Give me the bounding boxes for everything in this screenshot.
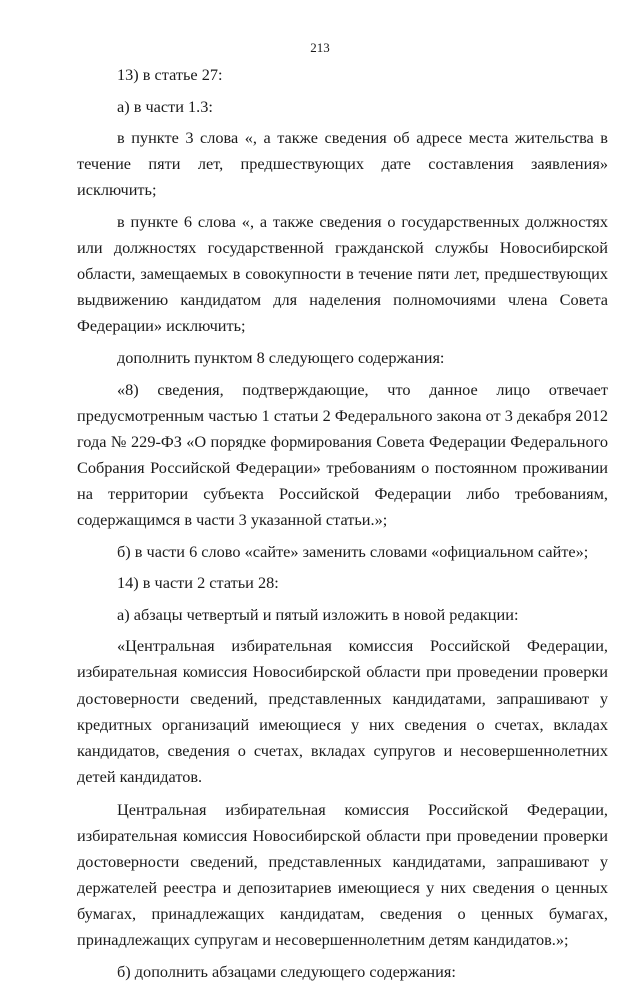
paragraph-point-3: в пункте 3 слова «, а также сведения об адресе места жительства в течение пяти лет, предшествующих дате составления заявления» исключить; [77, 128, 608, 200]
document-body [77, 62, 608, 985]
paragraph-item-14: 14) в части 2 статьи 28: [117, 573, 279, 593]
paragraph-item-13: 13) в статье 27: [117, 65, 223, 84]
paragraph-item-14-b: б) дополнить абзацами следующего содержания: [117, 962, 456, 981]
paragraph-part-b: б) в части 6 слово «сайте» заменить словами «официальном сайте»; [117, 541, 589, 561]
paragraph-item-14-a: а) абзацы четвертый и пятый изложить в новой редакции: [117, 604, 519, 624]
paragraph-add-point-8: дополнить пунктом 8 следующего содержания: [117, 347, 445, 367]
paragraph-point-8-text: «8) сведения, подтверждающие, что данное лицо отвечает предусмотренным частью 1 статьи 2 Федерального закона от 3 декабря 2012 года № 229-ФЗ «О порядке формирования Совета Федерации Федерального Собрания Российской Федерации» требованиям о постоянном проживании на территории субъекта Российской Федерации либо требованиям, содержащимся в части 3 указанной статьи.»; [77, 379, 608, 529]
paragraph-part-a: а) в части 1.3: [117, 96, 213, 116]
paragraph-point-6: в пункте 6 слова «, а также сведения о государственных должностях или должностях государственной гражданской службы Новосибирской области, замещаемых в совокупности в течение пяти лет, предшествующих выдвижению кандидатом для наделения полномочиями члена Совета Федерации» исключить; [77, 211, 608, 336]
page-number: 213 [310, 40, 330, 55]
paragraph-cik-accounts: «Центральная избирательная комиссия Российской Федерации, избирательная комиссия Новосибирской области при проведении проверки достоверности сведений, представленных кандидатами, запрашивают у кредитных организаций имеющиеся у них сведения о счетах, вкладах кандидатов, сведения о счетах, вкладах супругов и несовершеннолетних детей кандидатов. [77, 636, 608, 786]
paragraph-cik-securities: Центральная избирательная комиссия Российской Федерации, избирательная комиссия Новосибирской области при проведении проверки достоверности сведений, представленных кандидатами, запрашивают у держателей реестра и депозитариев имеющиеся у них сведения о ценных бумагах, принадлежащих кандидатам, сведения о ценных бумагах, принадлежащих супругам и несовершеннолетним детям кандидатов.»; [77, 799, 608, 950]
